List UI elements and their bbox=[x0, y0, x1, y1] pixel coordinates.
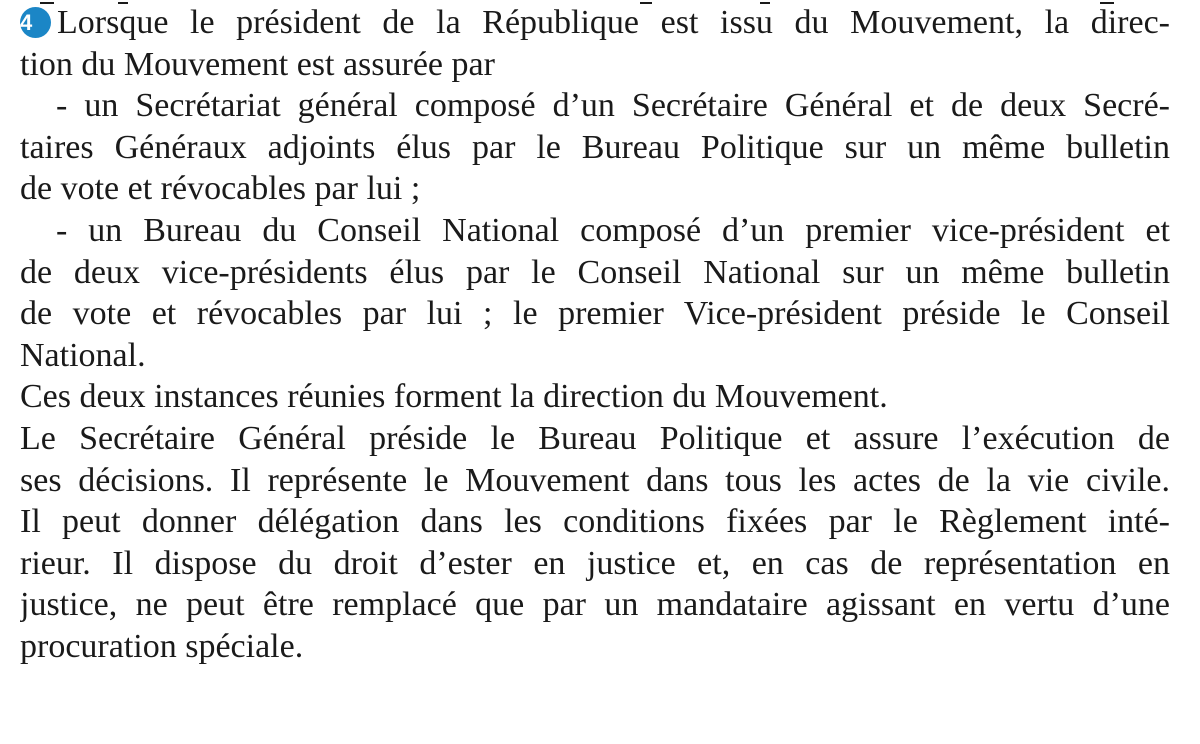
text-line-12: ses décisions. Il représente le Mouvement dans tous les actes de la vie civile. bbox=[20, 461, 1170, 499]
text-line-1 bbox=[20, 2, 1170, 44]
text-line-16: procuration spéciale. bbox=[20, 627, 304, 665]
text-line-7: de deux vice-présidents élus par le Conseil National sur un même bulletin bbox=[20, 253, 1170, 291]
text-line-8: de vote et révocables par lui ; le premier Vice-président préside le Conseil bbox=[20, 295, 1170, 333]
text-line-2: tion du Mouvement est assurée par bbox=[20, 45, 495, 83]
article-number-badge: 4 bbox=[20, 7, 51, 38]
text-line-11: Le Secrétaire Général préside le Bureau Politique et assure l’exécution de bbox=[20, 419, 1170, 457]
text-line-10: Ces deux instances réunies forment la direction du Mouvement. bbox=[20, 378, 888, 416]
text-line-6: - un Bureau du Conseil National composé d’un premier vice-président et bbox=[56, 211, 1170, 249]
text-line-9: National. bbox=[20, 336, 146, 374]
text-line-13: Il peut donner délégation dans les conditions fixées par le Règlement inté- bbox=[20, 503, 1170, 541]
text-line-15: justice, ne peut être remplacé que par un mandataire agissant en vertu d’une bbox=[20, 586, 1170, 624]
text-line-5: de vote et révocables par lui ; bbox=[20, 170, 421, 208]
text-line-1-content: Lorsque le président de la République est issu du Mouvement, la direc- bbox=[57, 4, 1170, 41]
text-line-3: - un Secrétariat général composé d’un Secrétaire Général et de deux Secré- bbox=[56, 87, 1170, 125]
article-body bbox=[20, 2, 1170, 668]
text-line-4: taires Généraux adjoints élus par le Bureau Politique sur un même bulletin bbox=[20, 128, 1170, 166]
text-line-14: rieur. Il dispose du droit d’ester en justice et, en cas de représentation en bbox=[20, 544, 1170, 582]
